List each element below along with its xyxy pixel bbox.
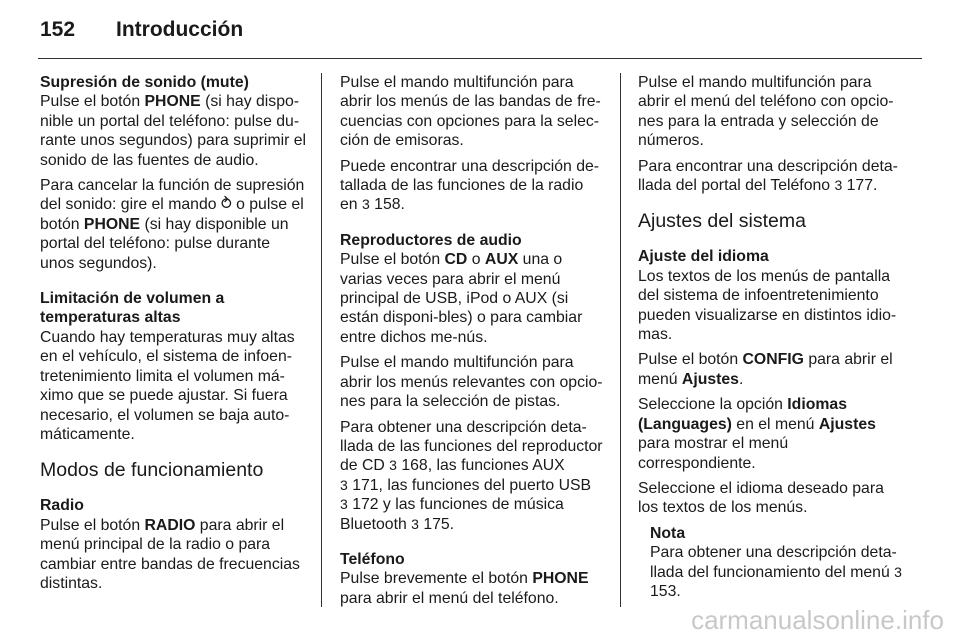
page-ref-link[interactable]: 177. [846,177,878,195]
phone-paragraph: Pulse brevemente el botón PHONE para abrir el menú del teléfono. [340,570,589,607]
phone-reference-paragraph: Para encontrar una descripción deta-llada del portal del Teléfono 3 177. [638,157,898,195]
page-ref-link[interactable]: 175. [423,515,455,533]
header-rule [38,58,922,59]
language-paragraph-4: Seleccione el idioma deseado para los textos de los menús. [638,479,884,517]
page-ref-link[interactable]: 153. [650,582,681,600]
page-ref-link[interactable]: 171, las funciones del puerto USB [352,476,592,494]
page-ref-arrow-icon: 3 [340,496,348,513]
mute-paragraph-1: Pulse el botón PHONE (si hay dispo-nible un portal del teléfono: pulse du-rante unos segundos) para suprimir el sonido de las fuentes de audio. [40,93,307,169]
audio-paragraph-1: Pulse el botón CD o AUX una o varias veces para abrir el menú principal de USB, iPod o AUX (si están disponi-bles) o para cambiar entre dichos me-nús. [340,251,583,346]
system-settings-heading: Ajustes del sistema [638,210,806,233]
radio-heading: Radio [40,497,84,515]
page-ref-arrow-icon: 3 [361,196,370,213]
language-heading: Ajuste del idioma [638,248,769,266]
page-ref-arrow-icon: 3 [411,515,419,532]
rotary-knob-icon: ⥁ [220,196,232,214]
page-ref-link[interactable]: 168, las funciones AUX [401,457,565,475]
radio-paragraph: Pulse el botón RADIO para abrir el menú principal de la radio o para cambiar entre bandas de frecuencias distintas. [40,516,300,592]
page-ref-arrow-icon: 3 [340,476,348,493]
radio-reference-paragraph: Puede encontrar una descripción de-tallada de las funciones de la radio en 3 158. [340,157,600,214]
page-ref-arrow-icon: 3 [389,457,397,474]
volume-limit-heading: Limitación de volumen a temperaturas altas [40,290,225,327]
audio-paragraph-2: Pulse el mando multifunción para abrir los menús relevantes con opcio-nes para la selección de pistas. [340,354,603,411]
column-1 [40,73,308,599]
phone-heading: Teléfono [340,550,405,568]
column-2 [340,73,604,614]
audio-players-heading: Reproductores de audio [340,231,522,249]
page-ref-link[interactable]: 158. [374,196,405,214]
column-divider-2 [620,73,621,607]
page-ref-link[interactable]: 172 y las funciones de música Bluetooth [340,496,564,533]
mute-paragraph-2: Para cancelar la función de supresión del sonido: gire el mando ⥁ o pulse el botón PHONE (si hay disponible un portal del teléfono: pulse durante unos segundos). [40,177,305,272]
audio-paragraph-3: Para obtener una descripción deta-llada de las funciones del reproductor de CD 3 168, las funciones AUX 3 171, las funciones del puerto USB 3 172 y las funciones de música Bluetooth 3 175. [340,418,603,533]
note-heading: Nota [650,524,686,542]
column-divider-1 [321,73,322,607]
page-header [40,18,243,42]
page-ref-arrow-icon: 3 [894,563,902,580]
phone-multifunction-paragraph: Pulse el mando multifunción para abrir el menú del teléfono con opcio-nes para la entrada y selección de números. [638,74,894,150]
language-paragraph-2: Pulse el botón CONFIG para abrir el menú Ajustes. [638,351,893,388]
volume-limit-paragraph: Cuando hay temperaturas muy altas en el vehículo, el sistema de infoen-tretenimiento limita el volumen má-ximo que se puede ajustar. Si fuera necesario, el volumen se baja auto-máticamente. [40,328,295,443]
language-paragraph-1: Los textos de los menús de pantalla del sistema de infoentretenimiento pueden visualizarse en distintos idio-mas. [638,267,897,344]
page-number: 152 [40,18,76,41]
watermark: carmanualsonline.info [691,605,944,635]
language-paragraph-3: Seleccione la opción Idiomas (Languages) en el menú Ajustes para mostrar el menú correspondiente. [638,396,876,472]
page-ref-arrow-icon: 3 [834,177,843,194]
note-paragraph: Para obtener una descripción deta-llada del funcionamiento del menú 3 153. [650,544,902,600]
mute-heading: Supresión de sonido (mute) [40,74,249,91]
column-3 [638,73,902,607]
page-title: Introducción [116,18,244,41]
radio-multifunction-paragraph: Pulse el mando multifunción para abrir los menús de las bandas de fre-cuencias con opciones para la selec-ción de emisoras. [340,74,601,150]
note-box [650,524,902,602]
modes-heading: Modos de funcionamiento [40,459,264,482]
